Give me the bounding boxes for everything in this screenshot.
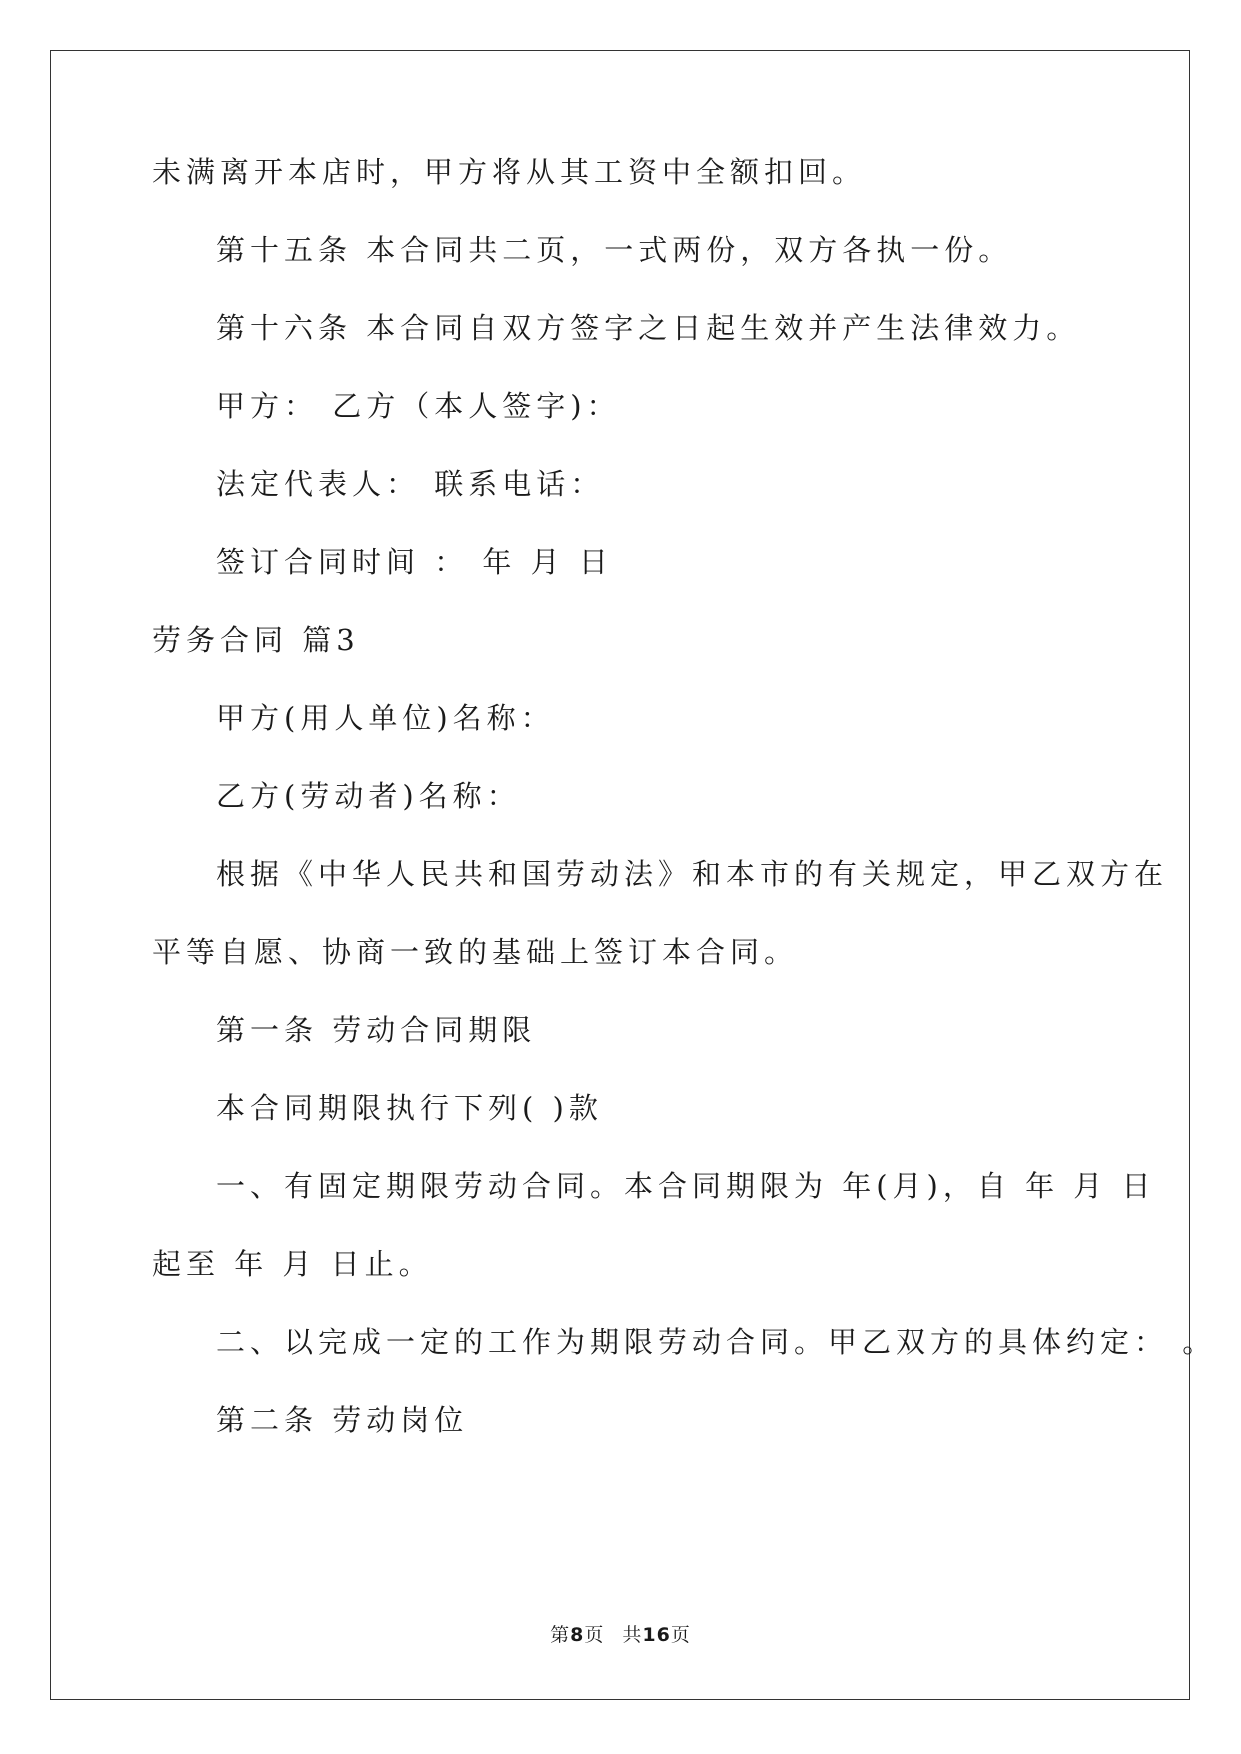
fixed-term-clause-line-2: 起至 年 月 日止。: [152, 1247, 433, 1281]
signing-date-line: 签订合同时间 ： 年 月 日: [216, 545, 613, 579]
term-clause-intro: 本合同期限执行下列( )款: [216, 1091, 603, 1125]
footer-prefix: 第: [550, 1624, 571, 1646]
section-heading: 劳务合同 篇3: [152, 623, 360, 657]
preamble-line-1: 根据《中华人民共和国劳动法》和本市的有关规定，甲乙双方在: [216, 857, 1169, 891]
preamble-line-2: 平等自愿、协商一致的基础上签订本合同。: [152, 935, 799, 969]
article-2-heading: 第二条 劳动岗位: [216, 1403, 469, 1437]
party-b-name-line: 乙方(劳动者)名称：: [216, 779, 521, 813]
article-16: 第十六条 本合同自双方签字之日起生效并产生法律效力。: [216, 311, 1081, 345]
total-page-count: 16: [642, 1624, 671, 1646]
article-15: 第十五条 本合同共二页，一式两份，双方各执一份。: [216, 233, 1013, 267]
current-page-number: 8: [570, 1624, 585, 1646]
page-footer: [0, 1622, 1241, 1648]
article-1-heading: 第一条 劳动合同期限: [216, 1013, 537, 1047]
party-signature-line: 甲方： 乙方（本人签字)：: [216, 389, 621, 423]
footer-total-suffix: 页: [670, 1624, 691, 1646]
representative-phone-line: 法定代表人： 联系电话：: [216, 467, 605, 501]
footer-page-suffix: 页: [584, 1624, 605, 1646]
footer-total-prefix: 共: [622, 1624, 643, 1646]
fixed-term-clause-line-1: 一、有固定期限劳动合同。本合同期限为 年(月)，自 年 月 日: [216, 1169, 1156, 1203]
task-term-clause: 二、以完成一定的工作为期限劳动合同。甲乙双方的具体约定： 。: [216, 1325, 1217, 1359]
party-a-name-line: 甲方(用人单位)名称：: [216, 701, 555, 735]
text-line: 未满离开本店时，甲方将从其工资中全额扣回。: [152, 155, 867, 189]
